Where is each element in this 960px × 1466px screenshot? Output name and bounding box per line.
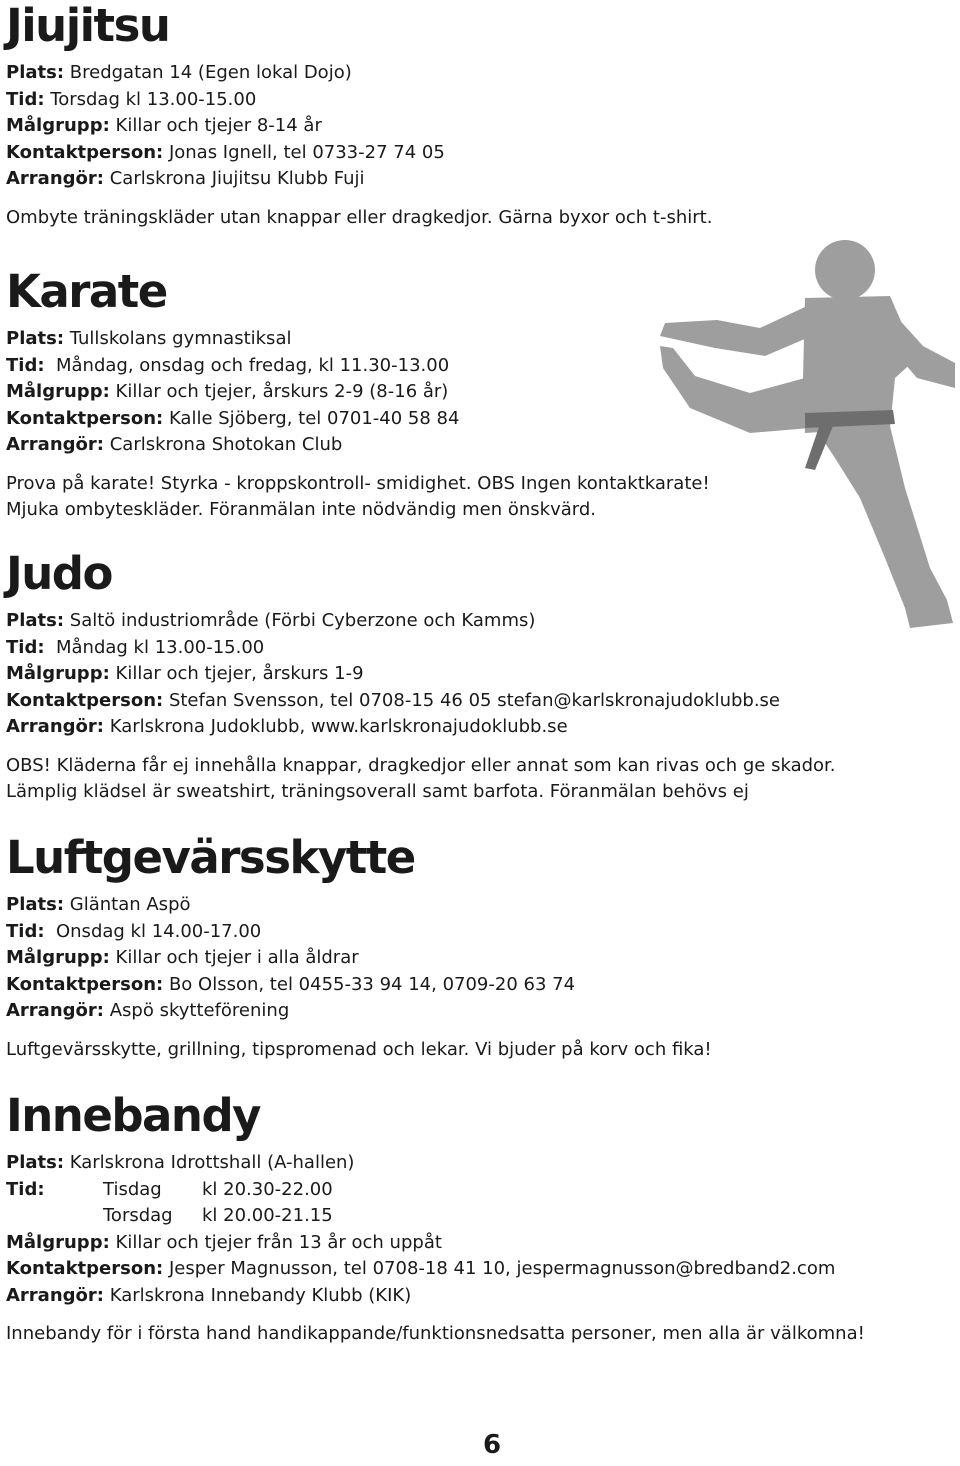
info-plats (6, 60, 946, 87)
info-label: Arrangör: (6, 1284, 104, 1306)
info-value: Killar och tjejer, årskurs 1-9 (115, 663, 364, 684)
info-value: Karlskrona Idrottshall (A-hallen) (69, 1152, 355, 1173)
info-arrangor (6, 714, 946, 741)
info-malgrupp (6, 113, 946, 140)
section-note: Lämplig klädsel är sweatshirt, träningsoverall samt barfota. Föranmälan behövs ej (6, 781, 749, 802)
info-malgrupp (6, 379, 946, 406)
info-tid (6, 87, 946, 114)
info-kontakt (6, 1256, 946, 1283)
info-value: Carlskrona Shotokan Club (109, 434, 343, 455)
info-label: Tid: (6, 88, 45, 110)
tid-time: kl 20.30-22.00 (202, 1178, 333, 1200)
info-label: Målgrupp: (6, 663, 110, 684)
info-value: Carlskrona Jiujitsu Klubb Fuji (109, 168, 365, 189)
info-label: Plats: (6, 62, 65, 83)
info-plats (6, 608, 946, 635)
info-label: Plats: (6, 328, 65, 349)
section-note: Prova på karate! Styrka - kroppskontroll- smidighet. OBS Ingen kontaktkarate! (6, 472, 710, 494)
tid-day: Tisdag (103, 1178, 162, 1200)
info-value: Tullskolans gymnastiksal (69, 328, 292, 349)
info-list (6, 608, 946, 741)
info-label: Plats: (6, 1152, 65, 1173)
section-luftgevarsskytte (6, 832, 946, 1063)
info-malgrupp (6, 945, 946, 972)
info-tid-2 (6, 1203, 946, 1230)
info-label: Kontaktperson: (6, 973, 164, 995)
info-arrangor (6, 166, 946, 193)
info-value: Saltö industriområde (Förbi Cyberzone och Kamms) (69, 610, 536, 631)
info-label: Tid: (6, 636, 45, 658)
section-title: Luftgevärsskytte (6, 831, 415, 884)
info-arrangor (6, 998, 946, 1025)
section-title: Karate (6, 265, 167, 318)
section-jiujitsu (6, 0, 946, 231)
info-tid (6, 1177, 946, 1204)
info-label: Tid: (6, 354, 45, 376)
info-malgrupp (6, 661, 946, 688)
section-innebandy (6, 1090, 946, 1348)
info-value: Kalle Sjöberg, tel 0701-40 58 84 (168, 407, 460, 429)
section-note: OBS! Kläderna får ej innehålla knappar, dragkedjor eller annat som kan rivas och ge skador. (6, 754, 836, 776)
info-label: Arrangör: (6, 168, 104, 189)
info-value: Måndag kl 13.00-15.00 (55, 636, 265, 658)
section-note: Ombyte träningskläder utan knappar eller dragkedjor. Gärna byxor och t-shirt. (6, 206, 713, 228)
info-plats (6, 892, 946, 919)
info-value: Killar och tjejer, årskurs 2-9 (8-16 år) (115, 381, 449, 402)
info-value: Killar och tjejer från 13 år och uppåt (115, 1231, 442, 1253)
info-tid (6, 635, 946, 662)
info-value: Torsdag kl 13.00-15.00 (50, 88, 257, 110)
section-note: Mjuka ombyteskläder. Föranmälan inte nödvändig men önskvärd. (6, 499, 597, 520)
section-note: Luftgevärsskytte, grillning, tipspromenad och lekar. Vi bjuder på korv och fika! (6, 1038, 712, 1060)
info-value: Killar och tjejer 8-14 år (115, 115, 322, 136)
info-label: Kontaktperson: (6, 1258, 164, 1279)
section-title: Innebandy (6, 1089, 260, 1142)
page-number: 6 (482, 1430, 502, 1460)
section-title: Jiujitsu (6, 0, 170, 52)
info-list (6, 892, 946, 1025)
info-label: Målgrupp: (6, 115, 110, 136)
info-list (6, 60, 946, 193)
info-tid (6, 919, 946, 946)
info-arrangor (6, 1283, 946, 1310)
info-value: Killar och tjejer i alla åldrar (115, 947, 359, 968)
tid-time: kl 20.00-21.15 (202, 1205, 333, 1226)
info-value: Karlskrona Judoklubb, www.karlskronajudoklubb.se (109, 716, 568, 737)
info-label: Tid: (6, 920, 45, 942)
info-label: Arrangör: (6, 1000, 104, 1021)
info-kontakt (6, 972, 946, 999)
info-tid (6, 353, 946, 380)
info-value: Bo Olsson, tel 0455-33 94 14, 0709-20 63 74 (168, 973, 576, 995)
info-label: Plats: (6, 610, 65, 631)
info-kontakt (6, 406, 946, 433)
info-label: Målgrupp: (6, 381, 110, 402)
tid-day: Torsdag (103, 1205, 173, 1226)
info-label: Kontaktperson: (6, 689, 164, 711)
info-value: Bredgatan 14 (Egen lokal Dojo) (69, 62, 352, 83)
info-kontakt (6, 140, 946, 167)
info-plats (6, 326, 946, 353)
info-list (6, 1150, 946, 1309)
info-value: Karlskrona Innebandy Klubb (KIK) (109, 1284, 412, 1306)
info-arrangor (6, 432, 946, 459)
info-label: Målgrupp: (6, 947, 110, 968)
info-plats (6, 1150, 946, 1177)
info-label: Kontaktperson: (6, 141, 164, 163)
info-value: Aspö skytteförening (109, 1000, 290, 1021)
info-value: Stefan Svensson, tel 0708-15 46 05 stefan@karlskronajudoklubb.se (168, 689, 780, 711)
section-note: Innebandy för i första hand handikappande/funktionsnedsatta personer, men alla är välkomna! (6, 1323, 865, 1344)
info-label: Arrangör: (6, 434, 104, 455)
info-list (6, 326, 946, 459)
info-value: Jesper Magnusson, tel 0708-18 41 10, jespermagnusson@bredband2.com (168, 1258, 836, 1279)
info-label: Plats: (6, 894, 65, 915)
info-value: Gläntan Aspö (69, 894, 191, 915)
info-malgrupp (6, 1230, 946, 1257)
info-kontakt (6, 688, 946, 715)
info-label: Tid: (6, 1178, 45, 1200)
section-title: Judo (6, 547, 112, 600)
info-value: Onsdag kl 14.00-17.00 (55, 920, 262, 942)
info-label: Målgrupp: (6, 1231, 110, 1253)
section-karate (6, 266, 946, 524)
info-value: Måndag, onsdag och fredag, kl 11.30-13.00 (55, 354, 450, 376)
section-judo (6, 548, 946, 806)
info-label: Arrangör: (6, 716, 104, 737)
info-label: Kontaktperson: (6, 407, 164, 429)
info-value: Jonas Ignell, tel 0733-27 74 05 (168, 141, 445, 163)
